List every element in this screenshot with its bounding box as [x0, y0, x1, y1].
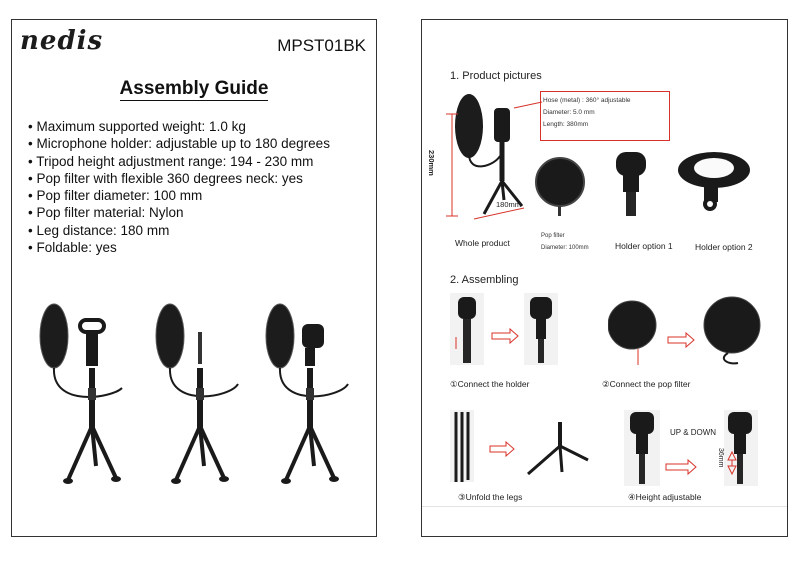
caption-holder-option-2: Holder option 2	[695, 242, 753, 252]
section-title-product-pictures: 1. Product pictures	[450, 70, 542, 82]
holder-option-1-photo	[608, 148, 654, 220]
spec-item: • Microphone holder: adjustable up to 180 degrees	[28, 135, 330, 152]
stand-illustration-2	[156, 304, 238, 484]
step-connect-pop-filter-photos	[608, 293, 764, 367]
hose-info-line: Diameter: 5.0 mm	[543, 109, 595, 116]
pop-filter-photo	[532, 148, 588, 218]
divider	[422, 506, 787, 507]
leg-dimension-label: 180mm	[496, 200, 522, 209]
product-pictures-page	[421, 19, 788, 537]
step-height-adjust-photos	[620, 408, 762, 488]
spec-item: • Foldable: yes	[28, 239, 330, 256]
section-title-assembling: 2. Assembling	[450, 274, 519, 286]
step-unfold-legs-photos	[450, 410, 590, 484]
brand-logo: nedis	[20, 26, 104, 56]
stand-illustration-3	[266, 304, 348, 484]
caption-height-adjustable: ④Height adjustable	[628, 492, 702, 502]
adjust-dimension-label: 36mm	[717, 448, 724, 468]
whole-product-photo	[434, 86, 544, 226]
spec-item: • Pop filter material: Nylon	[28, 204, 330, 221]
holder-option-2-photo	[674, 146, 758, 216]
spec-list	[28, 118, 330, 256]
hose-info-box	[540, 91, 670, 141]
model-number: MPST01BK	[277, 36, 366, 55]
step-connect-holder-photos	[450, 293, 562, 367]
caption-connect-pop-filter: ②Connect the pop filter	[602, 379, 691, 389]
stand-illustration-1	[40, 304, 122, 484]
caption-pop-diameter: Diameter: 100mm	[541, 245, 589, 251]
caption-pop-filter: Pop filter	[541, 233, 565, 239]
spec-item: • Maximum supported weight: 1.0 kg	[28, 118, 330, 135]
height-dimension-label: 230mm	[427, 150, 436, 176]
page-title: Assembly Guide	[119, 78, 269, 99]
spec-item: • Leg distance: 180 mm	[28, 222, 330, 239]
up-down-label: UP & DOWN	[670, 428, 717, 437]
assembly-guide-page	[11, 19, 377, 537]
caption-holder-option-1: Holder option 1	[615, 241, 673, 251]
product-illustrations	[12, 288, 372, 498]
caption-whole-product: Whole product	[455, 238, 510, 248]
hose-info-line: Length: 380mm	[543, 121, 589, 128]
spec-item: • Pop filter diameter: 100 mm	[28, 187, 330, 204]
hose-info-line: Hose (metal) : 360° adjustable	[543, 97, 631, 104]
caption-connect-holder: ①Connect the holder	[450, 379, 530, 389]
spec-item: • Tripod height adjustment range: 194 - 230 mm	[28, 153, 330, 170]
caption-unfold-legs: ③Unfold the legs	[458, 492, 523, 502]
spec-item: • Pop filter with flexible 360 degrees neck: yes	[28, 170, 330, 187]
